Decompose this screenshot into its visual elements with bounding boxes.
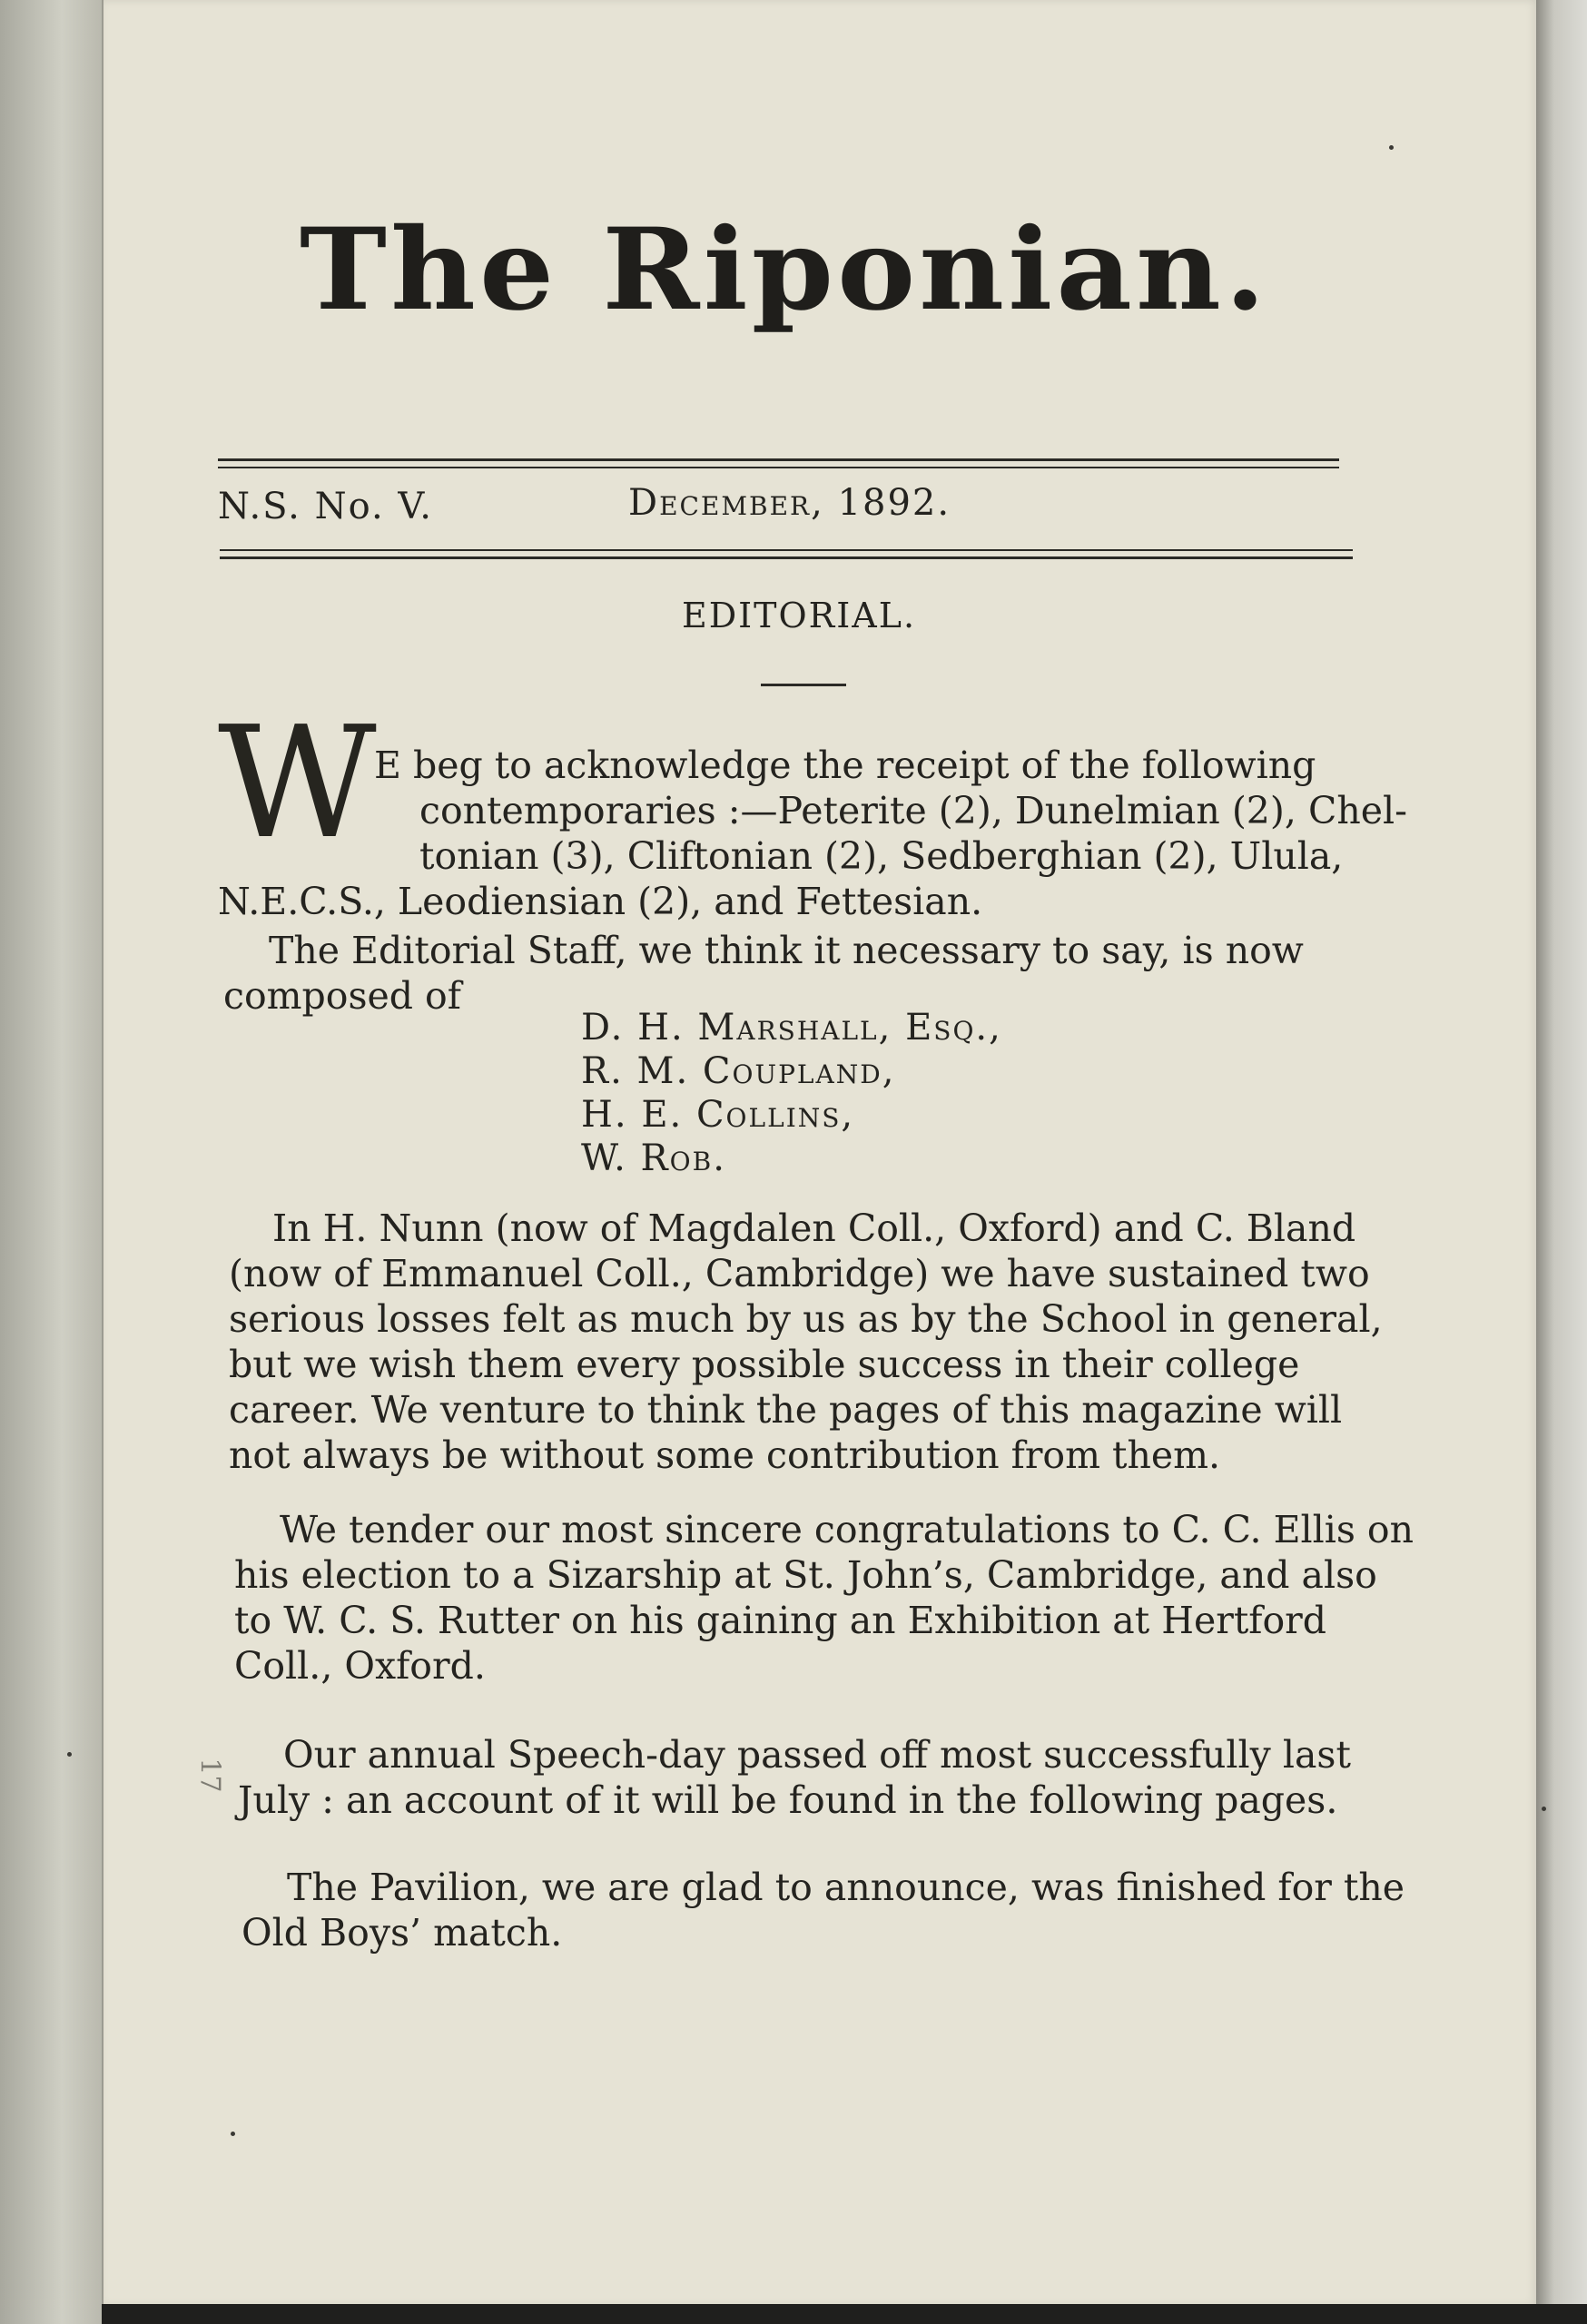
paragraph-line: not always be without some contribution from them. [229, 1433, 1221, 1477]
top-double-rule-1 [218, 458, 1339, 461]
paper-speck [67, 1752, 72, 1757]
paragraph-editorial-staff [223, 928, 1422, 1019]
bottom-double-rule-1 [220, 549, 1353, 551]
paragraph-line: his election to a Sizarship at St. John’s, Cambridge, and also [234, 1553, 1377, 1597]
staff-member: H. E. Collins, [581, 1094, 855, 1136]
staff-member: W. Rob. [581, 1137, 726, 1179]
paragraph-congratulations [234, 1507, 1514, 1689]
paragraph-line: serious losses felt as much by us as by the School in general, [229, 1297, 1383, 1341]
issue-date: December, 1892. [628, 482, 951, 524]
issue-number: N.S. No. V. [218, 486, 433, 527]
paragraph-line: to W. C. S. Rutter on his gaining an Exhibition at Hertford [234, 1599, 1327, 1642]
paragraph-line: E beg to acknowledge the receipt of the following [374, 743, 1316, 787]
bottom-double-rule-2 [220, 556, 1353, 559]
book-cover-edge [102, 2304, 1587, 2324]
staff-list [581, 1006, 1002, 1180]
paper-speck [1542, 1807, 1546, 1811]
paragraph-departures [229, 1206, 1491, 1478]
paragraph-line: composed of [223, 974, 461, 1018]
drop-cap: W [218, 694, 377, 873]
pencil-marginalia: 17 [193, 1758, 226, 1793]
paragraph-line: career. We venture to think the pages of this magazine will [229, 1388, 1343, 1432]
paragraph-speech-day [238, 1732, 1527, 1823]
staff-member: D. H. Marshall, Esq., [581, 1007, 1002, 1049]
heading-rule [761, 684, 846, 686]
paragraph-line: Old Boys’ match. [242, 1911, 563, 1955]
paragraph-line: The Editorial Staff, we think it necessary to say, is now [269, 929, 1304, 972]
paragraph-line: N.E.C.S., Leodiensian (2), and Fettesian. [218, 880, 983, 923]
top-double-rule-2 [218, 467, 1339, 468]
paragraph-acknowledgements [218, 743, 1407, 924]
paragraph-line: contemporaries :—Peterite (2), Dunelmian (2), Chel- [419, 789, 1407, 832]
paragraph-line: July : an account of it will be found in the following pages. [238, 1778, 1338, 1822]
paragraph-line: (now of Emmanuel Coll., Cambridge) we have sustained two [229, 1252, 1370, 1295]
paragraph-line: tonian (3), Cliftonian (2), Sedberghian (2), Ulula, [419, 834, 1344, 878]
paragraph-line: Coll., Oxford. [234, 1644, 486, 1688]
facing-page [0, 0, 113, 2324]
paper-speck [231, 2132, 235, 2136]
paragraph-line: but we wish them every possible success in their college [229, 1343, 1300, 1386]
page-edges [1536, 0, 1587, 2324]
paragraph-line: The Pavilion, we are glad to announce, was finished for the [287, 1866, 1405, 1909]
section-heading: EDITORIAL. [681, 596, 917, 635]
paragraph-line: In H. Nunn (now of Magdalen Coll., Oxford) and C. Bland [272, 1206, 1356, 1250]
paper-speck [1389, 145, 1394, 150]
paragraph-pavilion [242, 1865, 1531, 1955]
paragraph-line: Our annual Speech-day passed off most successfully last [283, 1733, 1351, 1777]
masthead-title: The Riponian. [300, 204, 1270, 336]
staff-member: R. M. Coupland, [581, 1050, 896, 1092]
issue-line [218, 482, 1353, 540]
paragraph-line: We tender our most sincere congratulations to C. C. Ellis on [280, 1508, 1414, 1551]
